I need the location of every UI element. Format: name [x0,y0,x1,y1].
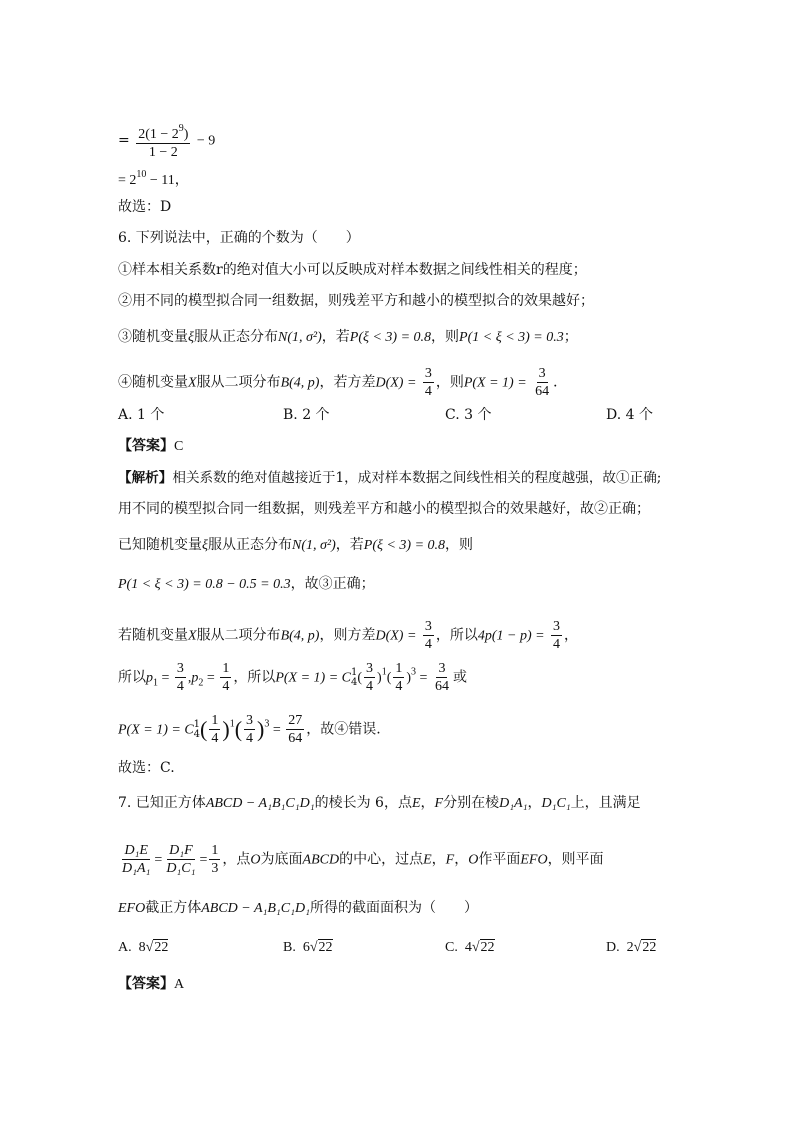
q7-answer: 【答案】A [118,976,185,992]
fraction: $\frac{3}{4}$ [424,366,432,399]
q6-choose: 故选：C. [118,760,175,776]
q7-line-1: 7. 已知正方体ABCD − A₁B₁C₁D₁的棱长为 6，点E，F分别在棱D₁A₁，D₁C₁上，且满足 [118,795,641,811]
q7-option-a: A. 8√22 [118,940,169,955]
q7-option-b: B. 6√22 [283,940,333,955]
q6-statement-3: ③随机变量ξ服从正态分布N(1, σ²)，若P(ξ < 3) = 0.8，则P(1 < ξ < 3) = 0.3； [118,329,578,345]
q6-analysis-line-3: 已知随机变量ξ服从正态分布N(1, σ²)，若P(ξ < 3) = 0.8，则 [118,537,474,553]
q6-analysis-line-2: 用不同的模型拟合同一组数据，则残差平方和越小的模型拟合的效果越好，故②正确； [118,501,650,517]
q6-analysis-line-1: 【解析】相关系数的绝对值越接近于1，成对样本数据之间线性相关的程度越强，故①正确; [118,470,662,486]
fraction: $\frac{1}{3}$ [211,843,219,876]
q6-option-c: C. 3 个 [445,407,492,423]
fraction: $\frac{3}{4}$ [553,619,561,652]
fraction: $\frac{2(1 - 2^9)}{1 - 2}$ [136,120,190,161]
fraction: $\frac{3}{4}$ [424,619,432,652]
fraction: $\frac{3}{64}$ [535,366,550,399]
choose-answer: 故选：D [118,199,172,215]
q7-line-3: EFO截正方体ABCD − A₁B₁C₁D₁所得的截面面积为（ ） [118,900,478,916]
q6-analysis-line-5: 若随机变量X服从二项分布B(4, p)，则方差D(X) = $\frac{3}{4}$ ，所以4p(1 − p) = $\frac{3}{4}$ ， [118,619,579,652]
calc-step-2: = $2^{10} - 11$， [118,169,189,188]
q7-option-c: C. 4√22 [445,940,495,955]
fraction: $\frac{1}{4}$ [211,713,219,746]
fraction: $\frac{\text{D₁E}}{\text{D₁A₁}}$ [122,843,151,876]
q6-analysis-line-6: 所以$p_1$ = $\frac{3}{4}$ $,p_2$ = $\frac{1}{4}$ ，所以P(X = 1) = C 1 4 ( $\frac{3}{4}$ )$^1$( $\frac{1}{4}$ )$^3$ = $\frac{3}{64}$ 或 [118,661,467,694]
fraction: $\frac{3}{4}$ [246,713,254,746]
fraction: $\frac{1}{4}$ [395,661,403,694]
q6-title: 6. 下列说法中，正确的个数为（ ） [118,230,360,246]
q6-analysis-line-4: P(1 < ξ < 3) = 0.8 − 0.5 = 0.3，故③正确； [118,576,375,592]
fraction: $\frac{\text{D₁F}}{\text{D₁C₁}}$ [166,843,196,876]
q6-option-a: A. 1 个 [118,407,165,423]
fraction: $\frac{3}{64}$ [434,661,449,694]
q7-option-d: D. 2√22 [606,940,657,955]
fraction: $\frac{3}{4}$ [366,661,374,694]
q6-answer: 【答案】C [118,438,184,454]
q6-statement-4: ④随机变量X服从二项分布B(4, p)，若方差D(X) = $\frac{3}{4}$ ，则P(X = 1) = $\frac{3}{64}$ ． [118,366,568,399]
fraction: $\frac{3}{4}$ [176,661,184,694]
q7-line-2: $\frac{\text{D₁E}}{\text{D₁A₁}}$ = $\frac{\text{D₁F}}{\text{D₁C₁}}$ = $\frac{1}{3}$ ，点O为底面ABCD的中心，过点E，F，O作平面EFO，则平面 [122,843,604,876]
q6-option-b: B. 2 个 [283,407,330,423]
fraction: $\frac{1}{4}$ [222,661,230,694]
q6-option-d: D. 4 个 [606,407,653,423]
calc-step-1: = $\frac{2(1 - 2^9)}{1 - 2}$ − 9 [118,120,215,161]
q6-statement-1: ①样本相关系数r的绝对值大小可以反映成对样本数据之间线性相关的程度； [118,262,587,278]
equals-sign: = [118,132,130,149]
q6-analysis-line-7: P(X = 1) = C 1 4 ( $\frac{1}{4}$ )$^1$( $\frac{3}{4}$ )$^3$ = $\frac{27}{64}$ ，故④错误. [118,713,381,746]
fraction: $\frac{27}{64}$ [288,713,303,746]
q6-statement-2: ②用不同的模型拟合同一组数据，则残差平方和越小的模型拟合的效果越好； [118,293,594,309]
